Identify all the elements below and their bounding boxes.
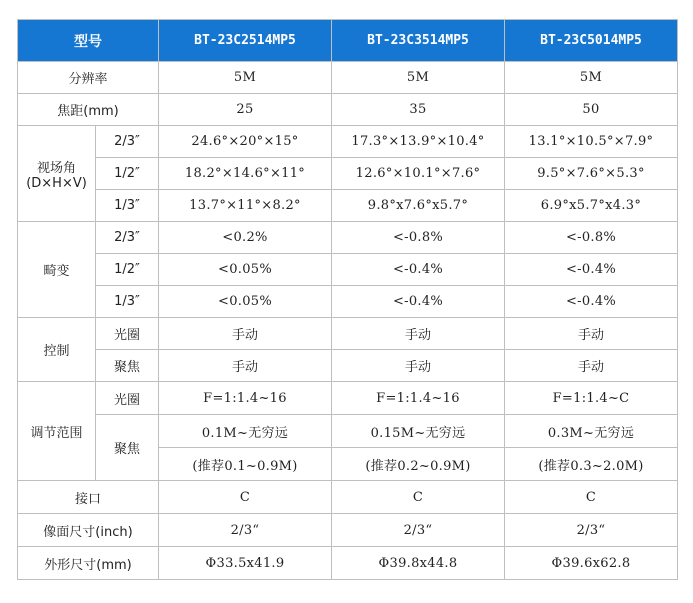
sensor-size: 2/3″ [96,222,159,254]
image-size-row [18,514,678,547]
control-value: 手动 [505,350,678,382]
view-angle-label-line1: 视场角 [36,160,76,176]
distortion-value: <0.2% [159,222,332,254]
distortion-row [18,286,678,318]
dimensions-value: Φ39.6x62.8 [505,547,678,580]
sensor-size: 2/3″ [96,126,159,158]
iris-range-value: F=1:1.4~16 [332,382,505,415]
distortion-value: <-0.4% [332,286,505,318]
adjust-range-label: 调节范围 [18,382,96,481]
resolution-value: 5M [505,62,678,94]
distortion-value: <0.05% [159,254,332,286]
view-angle-label [18,126,96,222]
view-angle-value: 24.6°×20°×15° [159,126,332,158]
adjust-sub-focus: 聚焦 [96,415,159,481]
view-angle-value: 9.5°×7.6°×5.3° [505,158,678,190]
iris-range-value: F=1:1.4~16 [159,382,332,415]
distortion-value: <-0.4% [332,254,505,286]
view-angle-row [18,126,678,158]
dimensions-value: Φ33.5x41.9 [159,547,332,580]
image-size-value: 2/3“ [505,514,678,547]
control-label: 控制 [18,318,96,382]
focus-recommended-value: (推荐0.2~0.9M) [332,448,505,481]
focus-range-value: 0.15M~无穷远 [332,415,505,448]
lens-spec-table [17,19,678,580]
sensor-size: 1/3″ [96,286,159,318]
dimensions-label: 外形尺寸(mm) [18,547,159,580]
focal-length-row [18,94,678,126]
view-angle-value: 17.3°×13.9°×10.4° [332,126,505,158]
view-angle-value: 13.1°×10.5°×7.9° [505,126,678,158]
sensor-size: 1/2″ [96,158,159,190]
dimensions-row [18,547,678,580]
distortion-value: <0.05% [159,286,332,318]
header-row [18,20,678,62]
image-size-value: 2/3“ [159,514,332,547]
resolution-row [18,62,678,94]
adjust-range-row [18,382,678,415]
control-value: 手动 [332,350,505,382]
view-angle-row [18,158,678,190]
view-angle-value: 18.2°×14.6°×11° [159,158,332,190]
sensor-size: 1/2″ [96,254,159,286]
control-value: 手动 [332,318,505,350]
focus-range-value: 0.3M~无穷远 [505,415,678,448]
distortion-value: <-0.4% [505,286,678,318]
view-angle-value: 12.6°×10.1°×7.6° [332,158,505,190]
focus-range-value: 0.1M~无穷远 [159,415,332,448]
model-header: 型号 [18,20,159,62]
interface-value: C [332,481,505,514]
distortion-label: 畸变 [18,222,96,318]
control-sub-iris: 光圈 [96,318,159,350]
dimensions-value: Φ39.8x44.8 [332,547,505,580]
adjust-sub-iris: 光圈 [96,382,159,415]
distortion-value: <-0.8% [332,222,505,254]
model-name: BT-23C3514MP5 [332,20,505,62]
view-angle-value: 6.9°x5.7°x4.3° [505,190,678,222]
distortion-row [18,254,678,286]
iris-range-value: F=1:1.4~C [505,382,678,415]
resolution-value: 5M [159,62,332,94]
adjust-range-row [18,415,678,448]
resolution-label: 分辨率 [18,62,159,94]
sensor-size: 1/3″ [96,190,159,222]
resolution-value: 5M [332,62,505,94]
focus-recommended-value: (推荐0.3~2.0M) [505,448,678,481]
focal-length-value: 25 [159,94,332,126]
view-angle-row [18,190,678,222]
distortion-value: <-0.4% [505,254,678,286]
control-row [18,318,678,350]
interface-label: 接口 [18,481,159,514]
model-name: BT-23C2514MP5 [159,20,332,62]
control-sub-focus: 聚焦 [96,350,159,382]
image-size-label: 像面尺寸(inch) [18,514,159,547]
focal-length-value: 50 [505,94,678,126]
control-value: 手动 [159,350,332,382]
model-name: BT-23C5014MP5 [505,20,678,62]
control-value: 手动 [505,318,678,350]
focal-length-label: 焦距(mm) [18,94,159,126]
focus-recommended-value: (推荐0.1~0.9M) [159,448,332,481]
interface-row [18,481,678,514]
image-size-value: 2/3“ [332,514,505,547]
focal-length-value: 35 [332,94,505,126]
view-angle-value: 9.8°x7.6°x5.7° [332,190,505,222]
distortion-row [18,222,678,254]
control-value: 手动 [159,318,332,350]
control-row [18,350,678,382]
view-angle-value: 13.7°×11°×8.2° [159,190,332,222]
interface-value: C [505,481,678,514]
distortion-value: <-0.8% [505,222,678,254]
view-angle-label-line2: (D×H×V) [26,175,87,191]
interface-value: C [159,481,332,514]
